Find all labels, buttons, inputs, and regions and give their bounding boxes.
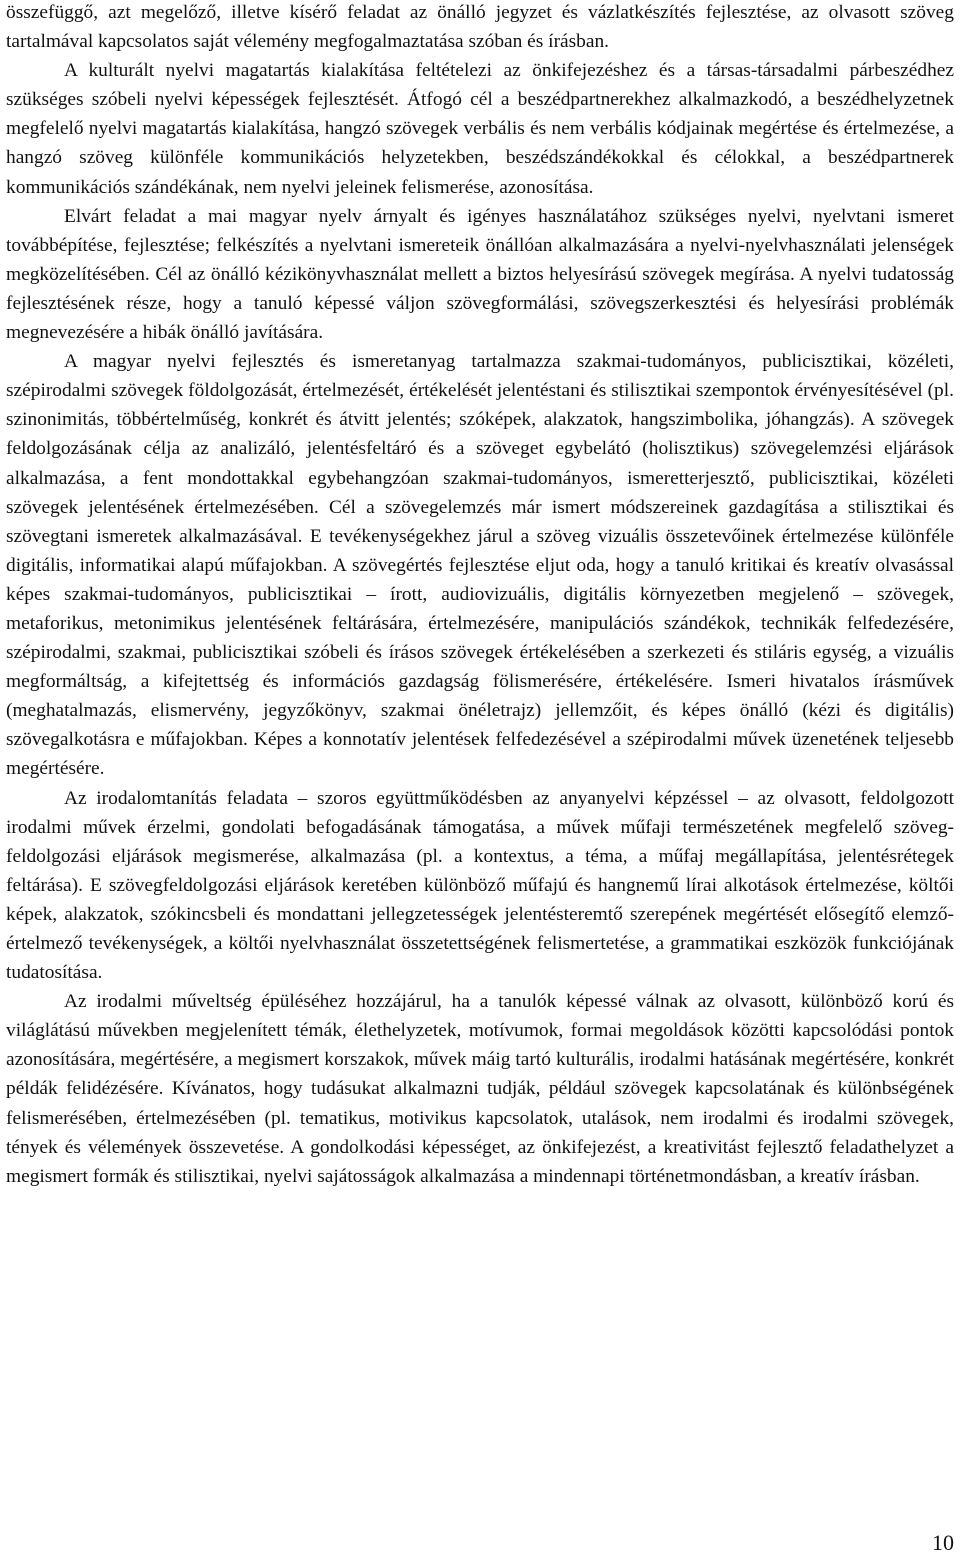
paragraph-3: Elvárt feladat a mai magyar nyelv árnyalt és igényes használatához szükséges nyelvi, nyelvtani ismeret továbbépítése, fejlesztése; felkészítés a nyelvtani ismereteik önállóan alkalmazására a nyelvi-nyelvhasználati jelenségek megközelítésében. Cél az önálló kézikönyvhasználat mellett a biztos helyesírású szövegek megírása. A nyelvi tudatosság fejlesztésének része, hogy a tanuló képessé váljon szövegformálási, szövegszerkesztési és helyesírási problémák megnevezésére a hibák önálló javítására.: [6, 205, 954, 344]
paragraph-5: Az irodalomtanítás feladata – szoros együttműködésben az anyanyelvi képzéssel – az olvasott, feldolgozott irodalmi művek érzelmi, gondolati befogadásának támogatása, a művek műfaji természetének megfelelő szöveg-feldolgozási eljárások megismerése, alkalmazása (pl. a kontextus, a téma, a műfaj megállapítása, jelentésrétegek feltárása). E szövegfeldolgozási eljárások keretében különböző műfajú és hangnemű lírai alkotások értelmezése, költői képek, alakzatok, szókincsbeli és mondattani jellegzetességek jelentésteremtő szerepének megértését elősegítő elemző-értelmező tevékenységek, a költői nyelvhasználat összetettségének felismertetése, a grammatikai eszközök funkciójának tudatosítása.: [6, 787, 954, 984]
paragraph-1: összefüggő, azt megelőző, illetve kísérő feladat az önálló jegyzet és vázlatkészítés fejlesztése, az olvasott szöveg tartalmával kapcsolatos saját vélemény megfogalmaztatása szóban és írásban.: [6, 2, 954, 53]
paragraph-2: A kulturált nyelvi magatartás kialakítása feltételezi az önkifejezéshez és a társas-társadalmi párbeszédhez szükséges szóbeli nyelvi képességek fejlesztését. Átfogó cél a beszédpartnerekhez alkalmazkodó, a beszédhelyzetnek megfelelő nyelvi magatartás kialakítása, hangzó szövegek verbális és nem verbális kódjainak megértése és értelmezése, a hangzó szöveg különféle kommunikációs helyzetekben, beszédszándékokkal és célokkal, a beszédpartnerek kommunikációs szándékának, nem nyelvi jeleinek felismerése, azonosítása.: [6, 60, 954, 198]
paragraph-6: Az irodalmi műveltség épüléséhez hozzájárul, ha a tanulók képessé válnak az olvasott, különböző korú és világlátású művekben megjelenített témák, élethelyzetek, motívumok, formai megoldások közötti kapcsolódási pontok azonosítására, megértésére, a megismert korszakok, művek máig tartó kulturális, irodalmi hatásának megértésére, konkrét példák felidézésére. Kívánatos, hogy tudásukat alkalmazni tudják, például szövegek kapcsolatának és különbségének felismerésében, értelmezésében (pl. tematikus, motivikus kapcsolatok, utalások, nem irodalmi és irodalmi szövegek, tények és vélemények összevetése. A gondolkodási képességet, az önkifejezést, a kreativitást fejlesztő feladathelyzet a megismert formák és stilisztikai, nyelvi sajátosságok alkalmazása a mindennapi történetmondásban, a kreatív írásban.: [6, 991, 954, 1187]
page-number: 10: [932, 1530, 954, 1555]
document-page: [6, 0, 954, 1191]
paragraph-4: A magyar nyelvi fejlesztés és ismeretanyag tartalmazza szakmai-tudományos, publicisztikai, közéleti, szépirodalmi szövegek földolgozását, értelmezését, értékelését jelentéstani és stilisztikai szempontok érvényesítésével (pl. szinonimitás, többértelműség, konkrét és átvitt jelentés; szóképek, alakzatok, hangszimbolika, jóhangzás). A szövegek feldolgozásának célja az analizáló, jelentésfeltáró és a szöveget egybelátó (holisztikus) szövegelemzési eljárások alkalmazása, a fent mondottakkal egybehangzóan szakmai-tudományos, ismeretterjesztő, publicisztikai, közéleti szövegek jelentésének értelmezésében. Cél a szövegelemzés már ismert módszereinek gazdagítása a stilisztikai és szövegtani ismeretek alkalmazásával. E tevékenységekhez járul a szöveg vizuális összetevőinek értelmezése különféle digitális, informatikai alapú műfajokban. A szövegértés fejlesztése eljut oda, hogy a tanuló kritikai és kreatív olvasással képes szakmai-tudományos, publicisztikai – írott, audiovizuális, digitális környezetben megjelenő – szövegek, metaforikus, metonimikus jelentésének feltárására, értelmezésére, manipulációs szándékok, technikák felfedezésére, szépirodalmi, szakmai, publicisztikai szóbeli és írásos szövegek értékelésében a szerkezeti és stiláris egység, a vizuális megformáltság, a kifejtettség és információs gazdagság fölismerésére, értékelésére. Ismeri hivatalos írásművek (meghatalmazás, elismervény, jegyzőkönyv, szakmai önéletrajz) jellemzőit, és képes önálló (kézi és digitális) szövegalkotásra e műfajokban. Képes a konnotatív jelentések felfedezésével a szépirodalmi művek üzenetének teljesebb megértésére.: [6, 351, 954, 780]
